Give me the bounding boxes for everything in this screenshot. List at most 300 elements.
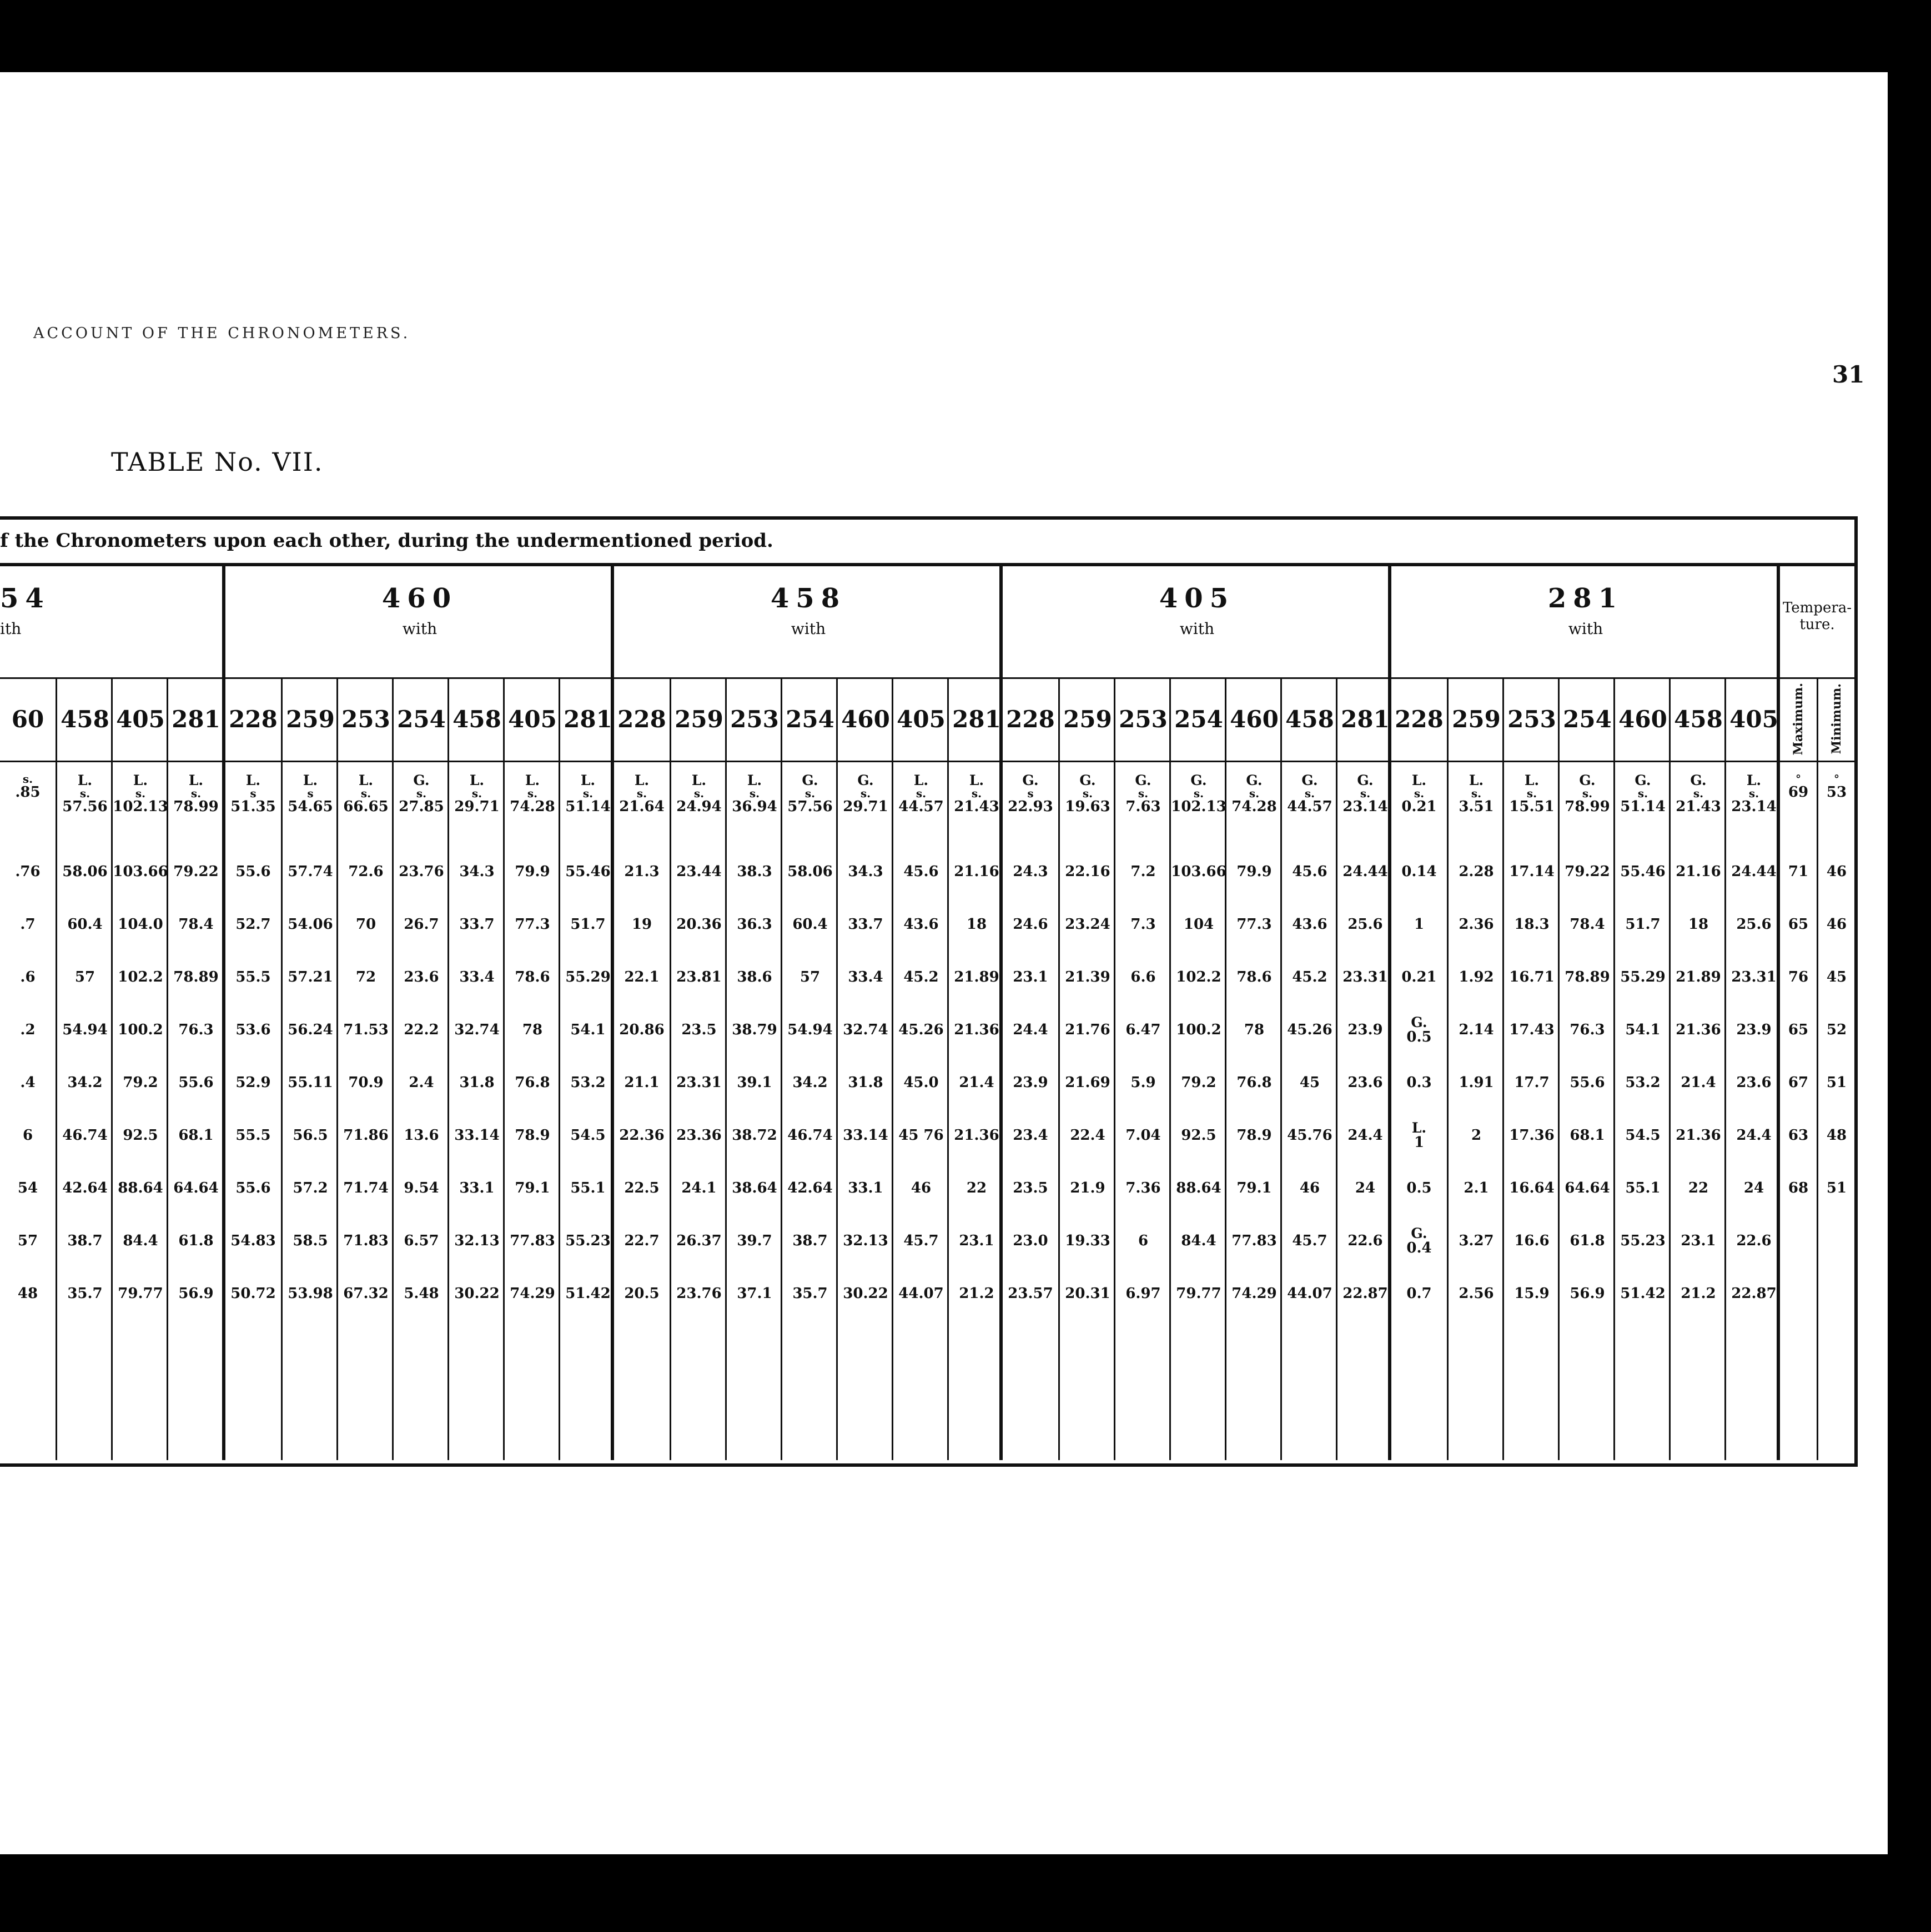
table-cell: 38.7 (67, 1232, 103, 1249)
table-cell: 36.3 (737, 915, 772, 933)
cell-unit: s. (693, 787, 705, 801)
table-cell: 23.31 (676, 1074, 722, 1091)
cell-value: 66.65 (343, 798, 389, 816)
table-cell (1726, 762, 1782, 846)
cell-sign: G. (1135, 772, 1151, 788)
table-cell: 22.7 (624, 1232, 660, 1249)
table-cell: 21.16 (954, 863, 999, 880)
column-head: 281 (560, 677, 616, 762)
column-405-253 (1114, 677, 1171, 1460)
table-cell (1171, 762, 1226, 846)
column-head: 281 (1337, 677, 1393, 762)
table-cell: 22 (1688, 1179, 1709, 1196)
column-head: 460 (838, 677, 893, 762)
table-cell: 6 (1138, 1232, 1149, 1249)
table-cell: 23.6 (404, 968, 439, 985)
table-cell: 21.4 (959, 1074, 994, 1091)
table-cell: 3.27 (1459, 1232, 1494, 1249)
temperature-title: Tempera-ture. (1782, 600, 1852, 633)
group-header (614, 566, 1003, 679)
table-cell (168, 762, 224, 846)
table-cell: 45.7 (903, 1232, 939, 1249)
column-458-259 (670, 677, 727, 1460)
cell-sign: L. (469, 772, 485, 788)
column-281-460 (1613, 677, 1671, 1460)
table-cell: 39.1 (737, 1074, 772, 1091)
table-cell: 38.3 (737, 863, 772, 880)
table-cell: 79.1 (515, 1179, 550, 1196)
table-cell: 79.22 (1565, 863, 1610, 880)
table-cell: 71.74 (343, 1179, 389, 1196)
table-cell: 26.37 (676, 1232, 722, 1249)
temperature-cell: 65 (1788, 915, 1809, 933)
table-cell: 78.89 (1565, 968, 1610, 985)
table-cell: 24.4 (1013, 1021, 1048, 1038)
table-cell: .6 (20, 968, 36, 985)
temperature-min-cells (1818, 762, 1855, 1320)
cell-value: 44.57 (1287, 798, 1332, 816)
table-cell: 45 (1299, 1074, 1320, 1091)
table-cell: 55.6 (235, 1179, 271, 1196)
table-cell: 45.26 (1287, 1021, 1332, 1038)
table-cell: 46 (911, 1179, 932, 1196)
cell-sign: L. (691, 772, 707, 788)
table-cell: 64.64 (173, 1179, 219, 1196)
table-cell: 21.36 (1676, 1126, 1721, 1144)
table-cell: 57 (17, 1232, 38, 1249)
table-cell: 79.9 (515, 863, 550, 880)
cell-unit: s. (1249, 787, 1260, 801)
cell-unit: s (307, 787, 314, 801)
table-cell: 35.7 (67, 1285, 103, 1302)
table-cell: 92.5 (123, 1126, 158, 1144)
cell-value: 29.71 (843, 798, 888, 816)
table-cell: 52.7 (235, 915, 271, 933)
temperature-header (1780, 566, 1854, 679)
table-cell: 55.23 (1620, 1232, 1666, 1249)
table-cell: 78.9 (515, 1126, 550, 1144)
cell-value: 23.14 (1731, 798, 1777, 816)
column-head: 228 (1003, 677, 1058, 762)
table-cell: 0.21 (1401, 968, 1437, 985)
cell-value: 7.63 (1125, 798, 1161, 816)
table-cell: 33.1 (459, 1179, 495, 1196)
column-head: 458 (57, 677, 113, 762)
column-405-458 (1280, 677, 1337, 1460)
table-cell: 57.21 (288, 968, 333, 985)
table-cell: 23.9 (1736, 1021, 1772, 1038)
table-cell: 61.8 (1570, 1232, 1605, 1249)
cell-sign: G. (1690, 772, 1707, 788)
table-cell: .76 (15, 863, 41, 880)
table-cell: 33.4 (848, 968, 883, 985)
table-cell: 6.6 (1130, 968, 1156, 985)
cell-value: 21.43 (1676, 798, 1721, 816)
cell-sign: L. (1746, 772, 1762, 788)
table-cell: 23.76 (399, 863, 444, 880)
table-cell: 33.14 (843, 1126, 888, 1144)
table-cell: 23.44 (676, 863, 722, 880)
table-cell: 58.06 (62, 863, 108, 880)
table-cell: 31.8 (459, 1074, 495, 1091)
cell-unit: s. (1193, 787, 1204, 801)
table-cell: 88.64 (1176, 1179, 1221, 1196)
group-458 (611, 566, 1003, 1460)
cell-sign: G. (1357, 772, 1374, 788)
table-cell: 22.87 (1731, 1285, 1777, 1302)
column-281-253 (1502, 677, 1560, 1460)
cell-sign: L. (303, 772, 318, 788)
cell-sign: L. (245, 772, 261, 788)
column-head: 253 (1504, 677, 1560, 762)
table-cell (727, 762, 782, 846)
cell-value: 54.65 (288, 798, 333, 816)
column-head: 254 (1171, 677, 1226, 762)
cell-unit: s. (1693, 787, 1704, 801)
cell-sign: L. (1469, 772, 1484, 788)
column-head: 458 (1671, 677, 1726, 762)
cell-unit: s. (471, 787, 482, 801)
table-cell: 76.8 (1236, 1074, 1272, 1091)
table-cell (1391, 1109, 1447, 1162)
table-cell: 33.7 (459, 915, 495, 933)
table-cell: 7.3 (1130, 915, 1156, 933)
table-cell: 51.7 (570, 915, 606, 933)
table-cell: 43.6 (903, 915, 939, 933)
table-cell: 55.5 (235, 1126, 271, 1144)
degree-mark: ° (1796, 772, 1801, 786)
table-cell: 31.8 (848, 1074, 883, 1091)
cell-sign: L. (580, 772, 596, 788)
table-subtitle: f the Chronometers upon each other, during the undermentioned period. (0, 530, 773, 552)
column-head: 259 (1449, 677, 1504, 762)
table-cell: 24.1 (681, 1179, 717, 1196)
table-cell (505, 762, 560, 846)
table-cell (394, 762, 449, 846)
table-cell: 48 (17, 1285, 38, 1302)
column-head: 281 (168, 677, 224, 762)
cell-value: 19.63 (1065, 798, 1110, 816)
temperature-cell (1780, 1267, 1817, 1320)
table-cell: 52.9 (235, 1074, 271, 1091)
table-cell: 23.36 (676, 1126, 722, 1144)
column-405-281 (1336, 677, 1393, 1460)
table-cell: 21.2 (1681, 1285, 1716, 1302)
temperature-cell: 45 (1826, 968, 1847, 985)
temperature-max-column (1780, 677, 1817, 1460)
cell-unit: s. (1082, 787, 1093, 801)
cell-value: 57.56 (787, 798, 833, 816)
table-cell: 103.66 (113, 863, 168, 880)
table-cell: 22.1 (624, 968, 660, 985)
table-cell: 0.3 (1406, 1074, 1432, 1091)
table-cell: 104.0 (118, 915, 163, 933)
column-head: 259 (671, 677, 727, 762)
table-cell: 84.4 (1181, 1232, 1216, 1249)
chronometer-table (0, 516, 1858, 1467)
table-cell: 39.7 (737, 1232, 772, 1249)
cell-unit: s. (916, 787, 927, 801)
table-cell: 24.6 (1013, 915, 1048, 933)
table-cell: 22.36 (619, 1126, 665, 1144)
column-460-254 (392, 677, 449, 1460)
table-cell: 21.9 (1070, 1179, 1105, 1196)
temperature-cell: 51 (1826, 1179, 1847, 1196)
column-head: 405 (1726, 677, 1782, 762)
table-cell (283, 762, 338, 846)
table-cell: 45.2 (1292, 968, 1327, 985)
column-head: 259 (283, 677, 338, 762)
cell-sign: L. (1411, 1119, 1427, 1136)
table-cell: 24.44 (1342, 863, 1388, 880)
cell-value: 29.71 (454, 798, 500, 816)
cell-sign: L. (188, 772, 204, 788)
cell-sign: L. (1524, 772, 1540, 788)
table-cell: 55.5 (235, 968, 271, 985)
table-cell: 57 (799, 968, 821, 985)
table-cell (1504, 762, 1560, 846)
table-cell (225, 762, 281, 846)
cell-sign: G. (1079, 772, 1096, 788)
table-cell: 54 (17, 1179, 38, 1196)
table-cell: 55.1 (570, 1179, 606, 1196)
table-cell: 60.4 (792, 915, 828, 933)
table-cell (1560, 762, 1615, 846)
group-header (1391, 566, 1780, 679)
table-cell (1391, 1215, 1447, 1267)
group-with-label: with (402, 620, 438, 638)
cell-value: 51.14 (1620, 798, 1666, 816)
cell-sign: G. (1190, 772, 1207, 788)
column-head: 254 (394, 677, 449, 762)
column-458-460 (836, 677, 893, 1460)
table-cell: 33.14 (454, 1126, 500, 1144)
table-cell: 6 (22, 1126, 33, 1144)
table-cell: 57.74 (288, 863, 333, 880)
table-cell (449, 762, 505, 846)
column-head: 405 (505, 677, 560, 762)
table-cell: 38.64 (732, 1179, 777, 1196)
table-cell: 38.7 (792, 1232, 828, 1249)
table-cell: 79.77 (118, 1285, 163, 1302)
cell-unit: s. (804, 787, 816, 801)
table-cell: 71.86 (343, 1126, 389, 1144)
cell-value: 3.51 (1459, 798, 1494, 816)
table-cell: 42.64 (787, 1179, 833, 1196)
table-cell: 32.74 (843, 1021, 888, 1038)
table-cell: 92.5 (1181, 1126, 1216, 1144)
table-cell: 1.91 (1459, 1074, 1494, 1091)
table-cell: 54.1 (570, 1021, 606, 1038)
table-cell: 21.39 (1065, 968, 1110, 985)
table-cell: 23.6 (1736, 1074, 1772, 1091)
cell-value: 15.51 (1509, 798, 1555, 816)
table-cell: 70 (355, 915, 376, 933)
table-cell: 13.6 (404, 1126, 439, 1144)
table-cell: 46.74 (62, 1126, 108, 1144)
table-cell: 55.11 (288, 1074, 333, 1091)
table-cell: .7 (20, 915, 36, 933)
table-cell: 76.3 (1570, 1021, 1605, 1038)
table-cell: 23.81 (676, 968, 722, 985)
table-cell: 102.2 (1176, 968, 1221, 985)
table-cell: .4 (20, 1074, 36, 1091)
column-54-60 (0, 677, 56, 1460)
table-cell: 45.7 (1292, 1232, 1327, 1249)
cell-value: 51.35 (230, 798, 276, 816)
table-cell: 23.1 (1681, 1232, 1716, 1249)
table-cell: 22.2 (404, 1021, 439, 1038)
table-cell: 55.6 (235, 863, 271, 880)
cell-sign: G. (1246, 772, 1263, 788)
temperature-cell (1818, 1267, 1855, 1320)
column-head: 253 (1115, 677, 1171, 762)
table-cell (838, 762, 893, 846)
cell-unit: s. (1582, 787, 1593, 801)
table-cell: 45 76 (898, 1126, 944, 1144)
table-cell: 34.3 (848, 863, 883, 880)
table-cell: 78.4 (1570, 915, 1605, 933)
table-cell: 23.24 (1065, 915, 1110, 933)
table-cell: 34.3 (459, 863, 495, 880)
column-head: 228 (225, 677, 281, 762)
column-460-228 (225, 677, 281, 1460)
table-cell: 19.33 (1065, 1232, 1110, 1249)
table-cell: 45.2 (903, 968, 939, 985)
column-460-405 (503, 677, 560, 1460)
table-cell (893, 762, 949, 846)
group-header (1003, 566, 1391, 679)
cell-unit: s. (971, 787, 982, 801)
table-cell (338, 762, 394, 846)
cell-sign: G. (1579, 772, 1596, 788)
table-cell: 33.4 (459, 968, 495, 985)
table-cell: 18.3 (1514, 915, 1550, 933)
table-cell: 56.9 (1570, 1285, 1605, 1302)
table-cell: 6.57 (404, 1232, 439, 1249)
column-460-281 (559, 677, 616, 1460)
cell-value: 0.4 (1406, 1239, 1432, 1256)
group-name: 54 (0, 583, 51, 614)
table-cell: 67.32 (343, 1285, 389, 1302)
column-281-405 (1724, 677, 1782, 1460)
table-cell: 2.36 (1459, 915, 1494, 933)
table-cell: 78 (522, 1021, 543, 1038)
column-458-254 (781, 677, 838, 1460)
table-cell: 34.2 (792, 1074, 828, 1091)
cell-sign: G. (1411, 1014, 1427, 1030)
table-cell (1115, 762, 1171, 846)
cell-unit: s. (190, 787, 202, 801)
table-cell: 78.89 (173, 968, 219, 985)
table-cell: 55.29 (1620, 968, 1666, 985)
table-cell: 51.42 (565, 1285, 611, 1302)
table-cell: 53.2 (570, 1074, 606, 1091)
table-cell: 79.1 (1236, 1179, 1272, 1196)
column-head: 405 (113, 677, 168, 762)
table-cell: 77.3 (515, 915, 550, 933)
table-cell: 0.5 (1406, 1179, 1432, 1196)
table-cell: 38.79 (732, 1021, 777, 1038)
temperature-cell (1818, 1215, 1855, 1267)
group-name: 405 (1159, 583, 1235, 614)
table-cell: 1.92 (1459, 968, 1494, 985)
table-cell: 44.07 (1287, 1285, 1332, 1302)
column-head: 460 (1226, 677, 1282, 762)
cell-unit: s. (1138, 787, 1149, 801)
table-cell: 55.46 (1620, 863, 1666, 880)
table-cell: 70.9 (348, 1074, 384, 1091)
column-405-259 (1058, 677, 1115, 1460)
column-head: 405 (893, 677, 949, 762)
column-head: 228 (1391, 677, 1447, 762)
cell-value: 78.99 (173, 798, 219, 816)
table-cell: 76.8 (515, 1074, 550, 1091)
table-cell: 20.36 (676, 915, 722, 933)
table-cell (1337, 762, 1393, 846)
table-cell: 102.2 (118, 968, 163, 985)
cell-value: 27.85 (399, 798, 444, 816)
cell-value: 57.56 (62, 798, 108, 816)
table-cell: 103.66 (1171, 863, 1226, 880)
table-cell: 78.4 (178, 915, 214, 933)
temperature-cell: 51 (1826, 1074, 1847, 1091)
temperature-cell: 68 (1788, 1179, 1809, 1196)
table-cell: 7.36 (1125, 1179, 1161, 1196)
document-page (0, 72, 1888, 1854)
table-cell: 21.76 (1065, 1021, 1110, 1038)
degree-mark: ° (1834, 772, 1839, 786)
table-cell: 38.6 (737, 968, 772, 985)
table-cell: 23.76 (676, 1285, 722, 1302)
table-cell: 44.07 (898, 1285, 944, 1302)
cell-sign: L. (1411, 772, 1427, 788)
table-cell: 45.0 (903, 1074, 939, 1091)
table-cell: 43.6 (1292, 915, 1327, 933)
table-cell: 23.57 (1008, 1285, 1053, 1302)
table-cell: 21.4 (1681, 1074, 1716, 1091)
table-cell: 21.3 (624, 863, 660, 880)
table-cell: 17.7 (1514, 1074, 1550, 1091)
table-cell: 21.2 (959, 1285, 994, 1302)
table-cell: 1 (1414, 915, 1425, 933)
table-cell (1449, 762, 1504, 846)
column-head: 254 (1560, 677, 1615, 762)
table-cell: 55.23 (565, 1232, 611, 1249)
table-cell: 50.72 (230, 1285, 276, 1302)
table-cell: 74.29 (510, 1285, 555, 1302)
cell-unit: s. (1471, 787, 1482, 801)
column-281-458 (1669, 677, 1726, 1460)
table-cell: 21.36 (1676, 1021, 1721, 1038)
table-cell: 46 (1299, 1179, 1320, 1196)
cell-unit: s. (416, 787, 427, 801)
column-458-253 (725, 677, 782, 1460)
table-cell: 56.24 (288, 1021, 333, 1038)
column-head: 254 (782, 677, 838, 762)
temperature-max-head: Maximum. (1780, 677, 1817, 762)
table-cell: 55.46 (565, 863, 611, 880)
cell-sign: L. (525, 772, 540, 788)
cell-value: 21.64 (619, 798, 665, 816)
cell-sign: L. (913, 772, 929, 788)
table-cell: 0.14 (1401, 863, 1437, 880)
group-with-label: with (1568, 620, 1603, 638)
table-cell: 22.16 (1065, 863, 1110, 880)
temperature-cell: 76 (1788, 968, 1809, 985)
table-cell: 21.16 (1676, 863, 1721, 880)
temperature-cell (1780, 762, 1817, 846)
